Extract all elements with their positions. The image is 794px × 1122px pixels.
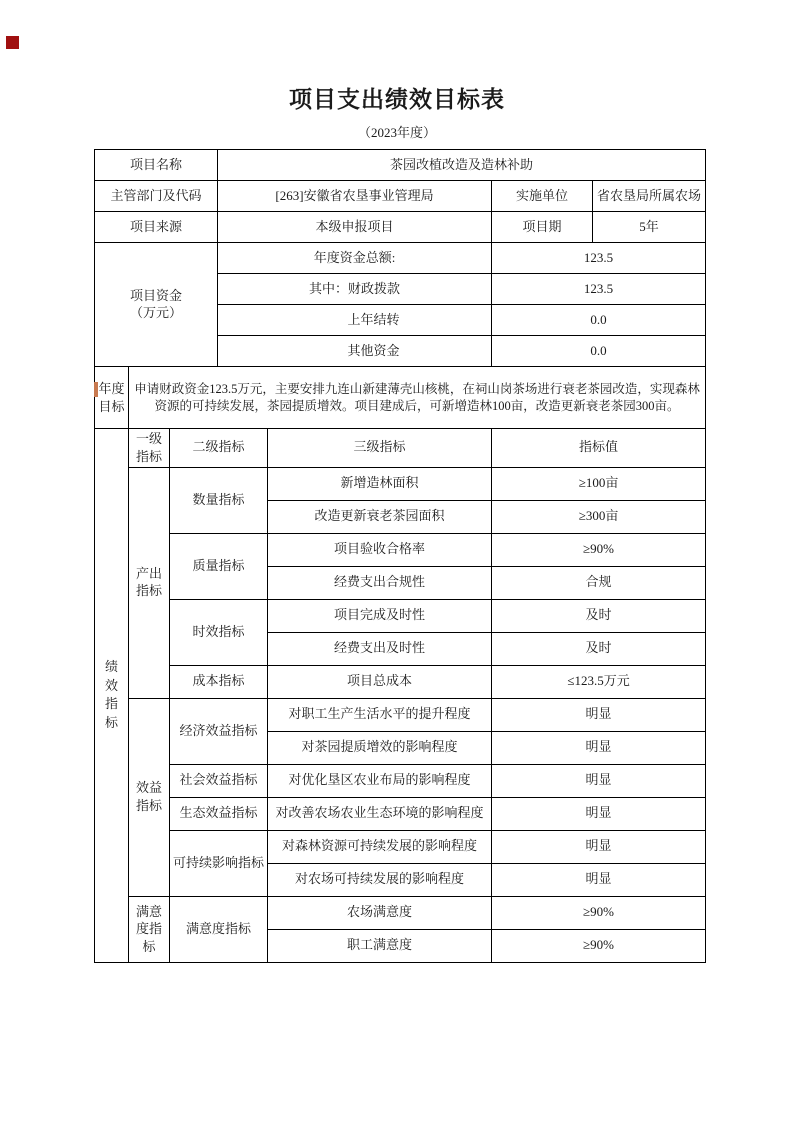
indicator-name: 新增造林面积 (268, 467, 492, 500)
source-value: 本级申报项目 (218, 212, 492, 243)
level1-satisfaction: 满意度指标 (129, 896, 170, 962)
indicator-value: ≥90% (492, 929, 706, 962)
indicator-row (95, 665, 706, 698)
indicator-name: 经费支出合规性 (268, 566, 492, 599)
level2-satisfaction: 满意度指标 (170, 896, 268, 962)
page-title: 项目支出绩效目标表 (289, 87, 505, 112)
indicator-row (95, 764, 706, 797)
indicator-value: 及时 (492, 632, 706, 665)
indicator-value: 明显 (492, 698, 706, 731)
indicator-name: 对职工生产生活水平的提升程度 (268, 698, 492, 731)
fund-row-value: 0.0 (492, 305, 706, 336)
indicator-row (95, 467, 706, 500)
indicator-name: 项目总成本 (268, 665, 492, 698)
level2-economic: 经济效益指标 (170, 698, 268, 764)
impl-unit-label: 实施单位 (492, 181, 593, 212)
indicator-name: 项目完成及时性 (268, 599, 492, 632)
indicator-name: 项目验收合格率 (268, 533, 492, 566)
fund-row-name: 上年结转 (218, 305, 492, 336)
level2-sustain: 可持续影响指标 (170, 830, 268, 896)
indicator-row (95, 698, 706, 731)
indicator-value: 明显 (492, 797, 706, 830)
level2-cost: 成本指标 (170, 665, 268, 698)
fund-row-name: 其他资金 (218, 336, 492, 367)
indicator-value: 明显 (492, 731, 706, 764)
table-row (95, 212, 706, 243)
indicator-value: ≥300亩 (492, 500, 706, 533)
project-name-label: 项目名称 (95, 150, 218, 181)
indicator-value: 明显 (492, 863, 706, 896)
header-value: 指标值 (492, 429, 706, 467)
level2-ecological: 生态效益指标 (170, 797, 268, 830)
indicator-row (95, 533, 706, 566)
annual-goal-label: 年度目标 (95, 367, 129, 429)
header-level1: 一级指标 (129, 429, 170, 467)
indicator-value: ≥100亩 (492, 467, 706, 500)
level2-quality: 质量指标 (170, 533, 268, 599)
indicator-value: 明显 (492, 830, 706, 863)
indicator-name: 农场满意度 (268, 896, 492, 929)
table-row (95, 181, 706, 212)
level1-output: 产出指标 (129, 467, 170, 698)
indicator-value: 合规 (492, 566, 706, 599)
indicator-value: 明显 (492, 764, 706, 797)
indicator-row (95, 896, 706, 929)
indicator-name: 对改善农场农业生态环境的影响程度 (268, 797, 492, 830)
funds-label-line1: 项目资金 (130, 287, 183, 303)
source-label: 项目来源 (95, 212, 218, 243)
indicator-name: 改造更新衰老茶园面积 (268, 500, 492, 533)
level2-social: 社会效益指标 (170, 764, 268, 797)
indicators-side-label: 绩效指标 (95, 429, 129, 962)
fund-row-value: 0.0 (492, 336, 706, 367)
level2-timeliness: 时效指标 (170, 599, 268, 665)
table-row (95, 367, 706, 429)
period-label: 项目期 (492, 212, 593, 243)
header-level3: 三级指标 (268, 429, 492, 467)
red-goal-annotation-mark (94, 382, 98, 397)
indicator-value: ≥90% (492, 533, 706, 566)
indicator-name: 对农场可持续发展的影响程度 (268, 863, 492, 896)
funds-label-line2: （万元） (130, 304, 183, 320)
impl-unit-value: 省农垦局所属农场 (593, 181, 706, 212)
dept-label: 主管部门及代码 (95, 181, 218, 212)
page-subtitle: （2023年度） (357, 124, 436, 140)
period-value: 5年 (593, 212, 706, 243)
level2-quantity: 数量指标 (170, 467, 268, 533)
fund-row-value: 123.5 (492, 274, 706, 305)
fund-row-name: 其中：财政拨款 (218, 274, 492, 305)
header-level2: 二级指标 (170, 429, 268, 467)
indicator-header-row (95, 429, 706, 467)
indicator-value: 及时 (492, 599, 706, 632)
funds-label (95, 243, 218, 367)
indicator-name: 对茶园提质增效的影响程度 (268, 731, 492, 764)
indicator-name: 经费支出及时性 (268, 632, 492, 665)
level1-benefit: 效益指标 (129, 698, 170, 896)
fund-row-value: 123.5 (492, 243, 706, 274)
table-row (95, 150, 706, 181)
project-name-value: 茶园改植改造及造林补助 (218, 150, 706, 181)
indicator-name: 对优化垦区农业布局的影响程度 (268, 764, 492, 797)
indicator-row (95, 797, 706, 830)
indicator-name: 职工满意度 (268, 929, 492, 962)
annual-goal-text: 申请财政资金123.5万元，主要安排九连山新建薄壳山核桃，在祠山岗茶场进行衰老茶园改造，实现森林资源的可持续发展，茶园提质增效。项目建成后，可新增造林100亩，改造更新衰老茶园300亩。 (129, 367, 706, 429)
indicator-row (95, 599, 706, 632)
performance-target-table (94, 149, 706, 962)
indicator-row (95, 830, 706, 863)
indicator-value: ≤123.5万元 (492, 665, 706, 698)
table-row (95, 243, 706, 274)
red-corner-annotation-mark (6, 36, 19, 49)
indicator-value: ≥90% (492, 896, 706, 929)
dept-value: [263]安徽省农垦事业管理局 (218, 181, 492, 212)
fund-row-name: 年度资金总额: (218, 243, 492, 274)
indicator-name: 对森林资源可持续发展的影响程度 (268, 830, 492, 863)
